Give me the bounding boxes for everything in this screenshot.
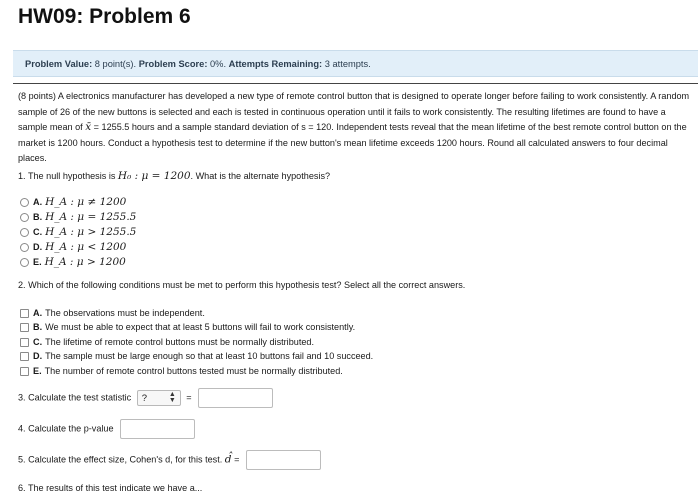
option-text: The number of remote control buttons tested must be normally distributed. [44,366,343,376]
option-text: We must be able to expect that at least 5 buttons will fail to work consistently. [45,322,356,332]
option-label: C. [33,337,43,347]
test-statistic-select[interactable] [137,390,181,406]
q1-option-a[interactable] [20,195,126,209]
q1-option-e[interactable] [20,255,126,269]
option-label: A. [33,197,43,207]
option-math: H_A : μ < 1200 [45,241,127,253]
attempts-label: Attempts Remaining: [228,59,323,69]
select-arrows-icon: ▲ ▼ [168,391,176,404]
checkbox[interactable] [20,367,29,376]
question-1 [18,170,330,182]
checkbox[interactable] [20,352,29,361]
cohens-d-symbol: d̂ [224,453,232,466]
option-label: C. [33,227,43,237]
option-math: H_A : μ > 1255.5 [45,226,137,238]
q1-text-pre: 1. The null hypothesis is [18,171,118,181]
option-math: H_A : μ = 1255.5 [45,211,137,223]
page-title: HW09: Problem 6 [18,5,191,28]
q3-text: 3. Calculate the test statistic [18,392,132,403]
equals-sign: = [234,454,240,465]
score-label: Problem Score: [138,59,208,69]
q4-text: 4. Calculate the p-value [18,423,114,434]
checkbox[interactable] [20,323,29,332]
option-label: D. [33,242,43,252]
q2-option-a[interactable] [20,306,205,320]
option-math: H_A : μ > 1200 [44,256,126,268]
problem-text-part-1: (8 points) A electronics manufacturer has developed a new type of remote control button that is designed to operate longer before failing to work consistently. A random sample of 26 of the new buttons is selected and each is tested in continuous operation until it fails to work consistently. The resulting lifetimes are found to have a sample mean of [18,91,690,133]
question-4 [18,419,195,439]
radio-button[interactable] [20,258,29,267]
test-statistic-input[interactable] [198,388,273,408]
q2-option-b[interactable] [20,320,355,334]
p-value-input[interactable] [120,419,195,439]
q1-option-d[interactable] [20,240,126,254]
null-hypothesis: H₀ : μ = 1200 [117,170,191,182]
radio-button[interactable] [20,228,29,237]
problem-score: 0%. [210,59,227,69]
attempts-remaining: 3 attempts. [324,59,371,69]
option-text: The observations must be independent. [45,308,205,318]
option-label: E. [33,366,42,376]
checkbox[interactable] [20,338,29,347]
option-label: B. [33,322,43,332]
problem-statement [18,89,690,167]
q1-option-c[interactable] [20,225,136,239]
select-value: ? [141,392,148,404]
radio-button[interactable] [20,213,29,222]
radio-button[interactable] [20,198,29,207]
problem-text-part-2: = 1255.5 hours and a sample standard deviation of s = 120. Independent tests reveal that the mean lifetime of the best remote control button on the market is 1200 hours. Conduct a hypothesis test to determine if the new button's mean lifetime exceeds 1200 hours. Round all calculated answers to four decimal places. [18,122,687,164]
divider [13,83,698,84]
value-label: Problem Value: [25,59,93,69]
sample-mean-symbol: x̄ [85,121,92,134]
checkbox[interactable] [20,309,29,318]
option-text: The sample must be large enough so that at least 10 buttons fail and 10 succeed. [45,351,374,361]
q1-text-post: . What is the alternate hypothesis? [190,171,331,181]
q5-text: 5. Calculate the effect size, Cohen's d, for this test. [18,454,223,465]
effect-size-input[interactable] [246,450,321,470]
radio-button[interactable] [20,243,29,252]
problem-info-bar [13,50,698,77]
q1-option-b[interactable] [20,210,136,224]
option-text: The lifetime of remote control buttons must be normally distributed. [45,337,314,347]
option-label: B. [33,212,43,222]
option-label: D. [33,351,43,361]
q2-option-d[interactable] [20,349,373,363]
question-2: 2. Which of the following conditions must be met to perform this hypothesis test? Select all the correct answers. [18,280,466,290]
option-label: E. [33,257,42,267]
equals-sign: = [186,392,192,403]
option-label: A. [33,308,43,318]
question-3 [18,388,273,408]
question-5 [18,450,321,470]
question-6: 6. The results of this test indicate we have a... [18,483,203,493]
option-math: H_A : μ ≠ 1200 [45,196,127,208]
problem-value: 8 point(s). [94,59,137,69]
q2-option-e[interactable] [20,364,343,378]
q2-option-c[interactable] [20,335,314,349]
